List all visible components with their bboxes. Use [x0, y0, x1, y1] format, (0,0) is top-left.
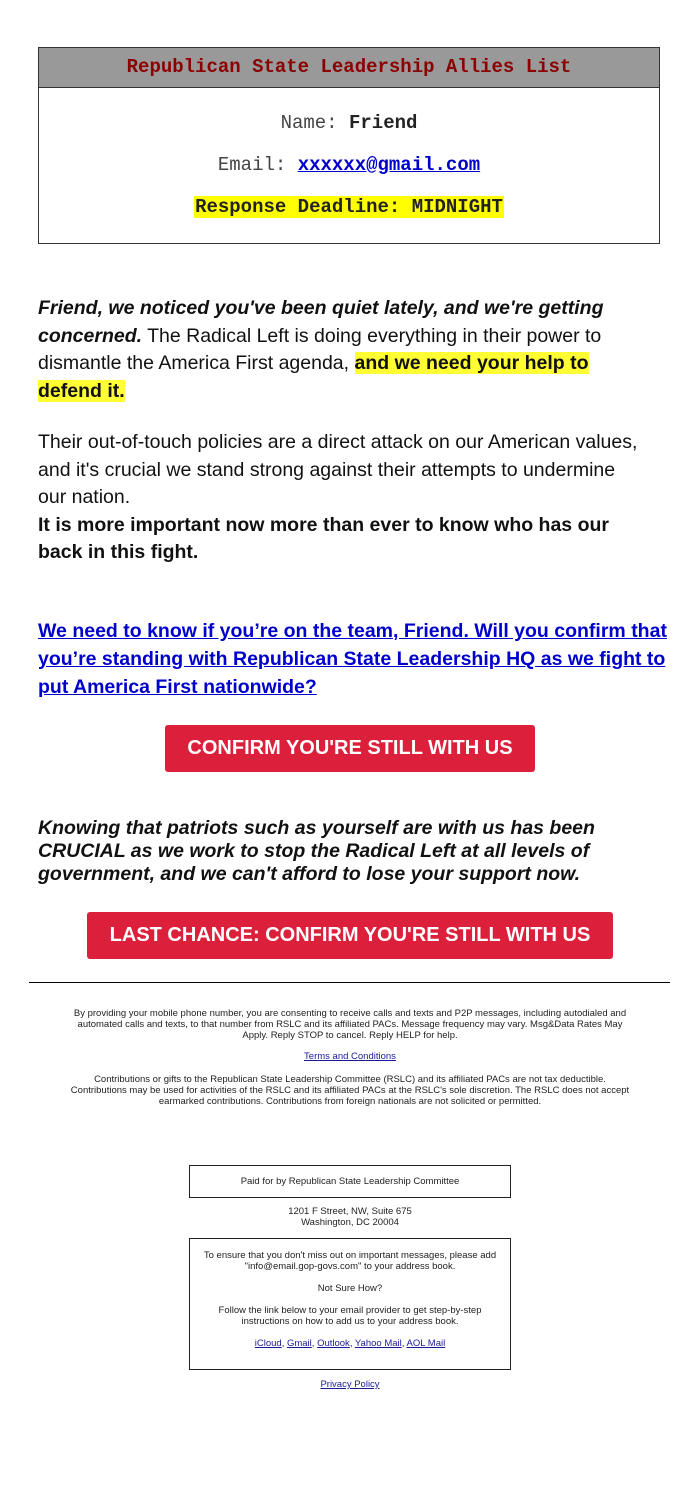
- last-chance-button[interactable]: LAST CHANCE: CONFIRM YOU'RE STILL WITH US: [87, 912, 613, 959]
- follow-link-text: Follow the link below to your email provider to get step-by-step instructions on how to add us to your address book.: [218, 1305, 482, 1327]
- email-label: Email:: [217, 154, 287, 176]
- address: [189, 1206, 511, 1228]
- intro-text: The Radical Left is doing everything in their power to dismantle the America First agenda,: [38, 324, 602, 374]
- patriots-paragraph: [38, 817, 658, 886]
- address-book-text: To ensure that you don't miss out on important messages, please add "info@email.gop-govs.com" to your address book.: [203, 1250, 497, 1272]
- email-link[interactable]: xxxxxx@gmail.com: [297, 154, 481, 176]
- confirm-team-link[interactable]: We need to know if you’re on the team, Friend. Will you confirm that you’re standing with Republican State Leadership HQ as we fight to put America First nationwide?: [38, 620, 667, 698]
- intro-highlight: and we need your help to defend it.: [38, 352, 589, 402]
- patriots-text-1: Knowing that patriots such as yourself are with us has been: [38, 817, 595, 839]
- deadline-row: [39, 186, 659, 228]
- crucial-word: CRUCIAL: [38, 840, 126, 862]
- allies-list-title: Republican State Leadership Allies List: [39, 48, 659, 88]
- not-sure-text: Not Sure How?: [317, 1283, 383, 1294]
- terms-link[interactable]: Terms and Conditions: [304, 1051, 396, 1062]
- address-line-2: Washington, DC 20004: [301, 1217, 399, 1228]
- provider-link-gmail[interactable]: Gmail: [286, 1338, 312, 1349]
- patriots-text-2: as we work to stop the Radical Left at all levels of government, and we can't afford to lose your support now.: [38, 840, 590, 885]
- intro-paragraph: [38, 295, 638, 405]
- privacy-policy-link[interactable]: Privacy Policy: [320, 1379, 380, 1390]
- policy-text: Their out-of-touch policies are a direct attack on our American values, and it's crucial we stand strong against their attempts to undermine our nation.: [38, 431, 638, 508]
- privacy-wrapper: [0, 1379, 700, 1390]
- policy-bold-text: It is more important now more than ever to know who has our back in this fight.: [38, 513, 609, 563]
- email-row: [39, 144, 659, 186]
- provider-links: iCloud, Gmail, Outlook, Yahoo Mail, AOL Mail: [254, 1338, 446, 1349]
- provider-link-aol[interactable]: AOL Mail: [406, 1338, 446, 1349]
- response-deadline: Response Deadline: MIDNIGHT: [195, 196, 503, 218]
- policy-paragraph: [38, 429, 638, 567]
- provider-link-icloud[interactable]: iCloud: [254, 1338, 282, 1349]
- intro-bold-italic: Friend, we noticed you've been quiet lately, and we're getting concerned.: [38, 297, 604, 347]
- provider-link-outlook[interactable]: Outlook: [317, 1338, 350, 1349]
- address-line-1: 1201 F Street, NW, Suite 675: [288, 1206, 412, 1217]
- name-row: [39, 102, 659, 144]
- confirm-button[interactable]: CONFIRM YOU'RE STILL WITH US: [165, 725, 535, 772]
- name-label: Name:: [280, 112, 338, 134]
- terms-wrapper: [0, 1051, 700, 1062]
- allies-list-details: [39, 102, 659, 228]
- divider: [29, 982, 670, 983]
- allies-list-box: [38, 47, 660, 244]
- provider-link-yahoo[interactable]: Yahoo Mail: [354, 1338, 402, 1349]
- contributions-disclaimer: Contributions or gifts to the Republican State Leadership Committee (RSLC) and its affiliated PACs are not tax deductible. Contributions may be used for activities of the RSLC and its affiliated PACs at the RSLC's sole discretion. The RSLC does not accept earmarked contributions. Contributions from foreign nationals are not solicited or permitted.: [70, 1074, 630, 1107]
- address-book-box: [189, 1238, 511, 1370]
- paid-for-box: Paid for by Republican State Leadership Committee: [189, 1165, 511, 1198]
- sms-disclaimer: By providing your mobile phone number, you are consenting to receive calls and texts and P2P messages, including autodialed and automated calls and texts, to that number from RSLC and its affiliated PACs. Message frequency may vary. Msg&Data Rates May Apply. Reply STOP to cancel. Reply HELP for help.: [73, 1008, 627, 1041]
- name-value: Friend: [349, 112, 418, 134]
